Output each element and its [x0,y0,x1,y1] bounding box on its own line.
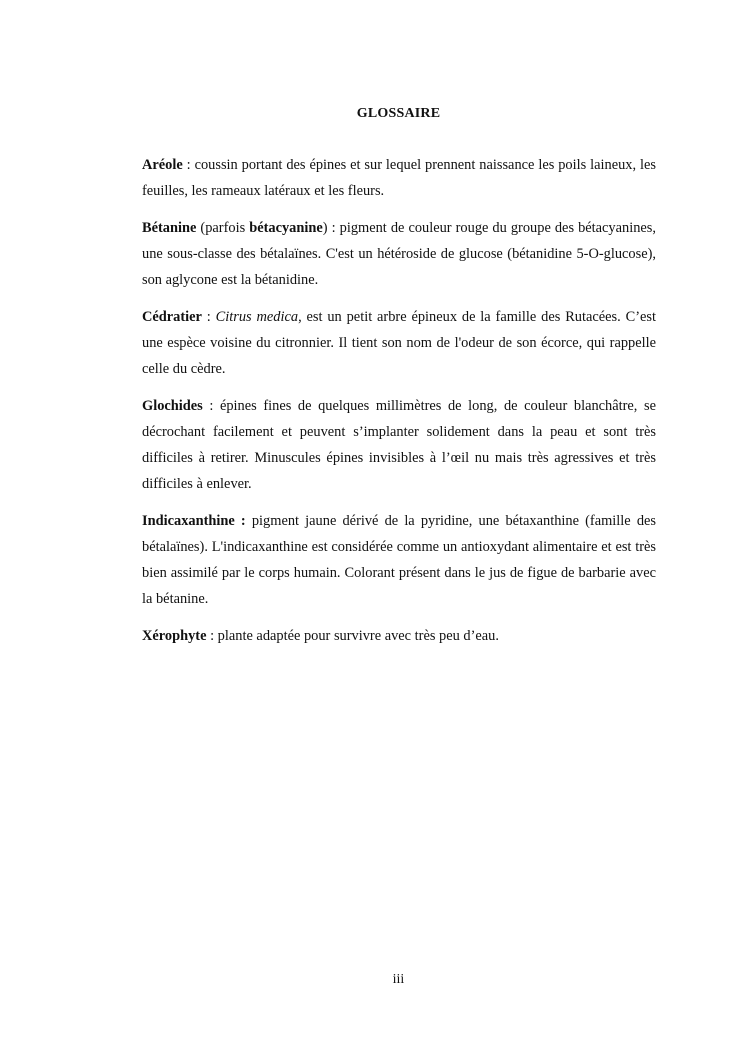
term-areole: Aréole [142,157,183,173]
definition-betanine: ) : pigment de couleur rouge du groupe des bétacyanines, une sous-classe des bétalaïnes. C'est un hétéroside de glucose (bétanidine 5-O-glucose), son aglycone est la bétanidine. [142,220,656,288]
term-indicaxanthine: Indicaxanthine : [142,513,246,529]
glossary-entry-cedratier [142,304,656,382]
glossary-entry-betanine [142,215,656,293]
term-cedratier: Cédratier [142,309,202,325]
scientific-name-citrus-medica: Citrus medica [215,309,299,325]
definition-glochides: : épines fines de quelques millimètres de long, de couleur blanchâtre, se décrochant facilement et peuvent s’implanter solidement dans la peau et sont très difficiles à retirer. Minuscules épines invisibles à l’œil nu mais très agressives et très difficiles à enlever. [142,398,656,492]
glossary-entry-indicaxanthine [142,508,656,612]
cedratier-text-before: : [201,309,216,325]
term-xerophyte: Xérophyte [142,628,207,644]
glossary-list [142,152,656,660]
definition-indicaxanthine: pigment jaune dérivé de la pyridine, une bétaxanthine (famille des bétalaïnes). L'indicaxanthine est considérée comme un antioxydant alimentaire et est très bien assimilé par le corps humain. Colorant présent dans le jus de figue de barbarie avec la bétanine. [142,513,657,607]
glossary-entry-xerophyte [142,623,656,649]
definition-xerophyte: : plante adaptée pour survivre avec très peu d’eau. [206,628,499,644]
page-number: iii [392,972,405,987]
glossary-entry-areole [142,152,656,204]
alt-term-betacyanine: bétacyanine [249,220,323,236]
betanine-text-before: (parfois [196,220,250,236]
definition-areole: : coussin portant des épines et sur lequel prennent naissance les poils laineux, les feuilles, les rameaux latéraux et les fleurs. [142,157,656,199]
term-betanine: Bétanine [142,220,197,236]
definition-cedratier: , est un petit arbre épineux de la famille des Rutacées. C’est une espèce voisine du citronnier. Il tient son nom de l'odeur de son écorce, qui rappelle celle du cèdre. [142,309,656,377]
glossary-entry-glochides [142,393,656,497]
term-glochides: Glochides [142,398,203,414]
page-title: GLOSSAIRE [356,106,441,121]
